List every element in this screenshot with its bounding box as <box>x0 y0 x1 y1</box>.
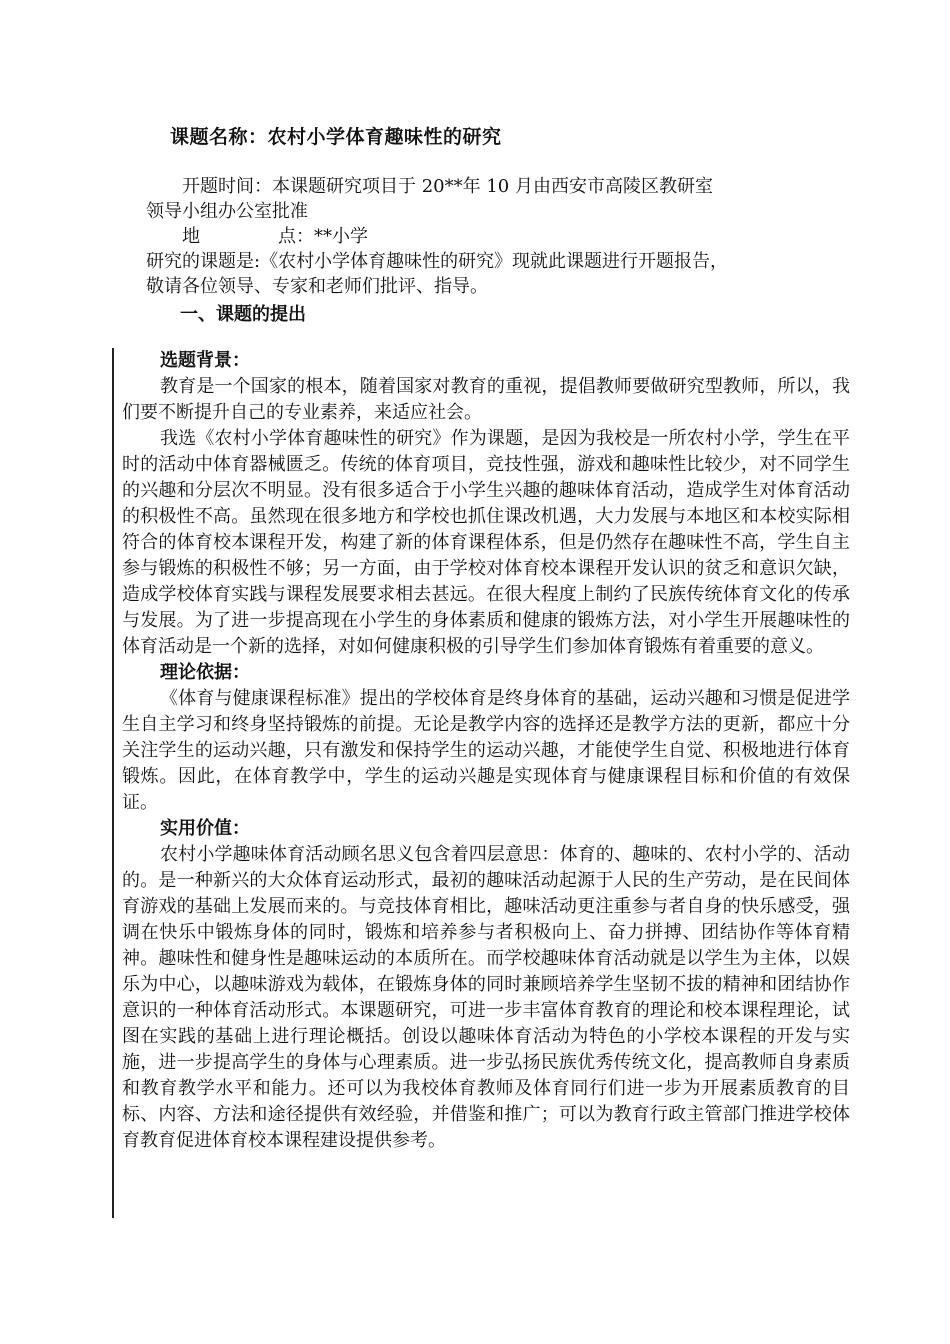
section-body <box>122 348 850 1154</box>
background-heading: 选题背景： <box>160 350 250 371</box>
header-block <box>146 174 836 299</box>
intro-line-cont: 敬请各位领导、专家和老师们批评、指导。 <box>146 276 488 297</box>
value-paragraph: 农村小学趣味体育活动顾名思义包含着四层意思：体育的、趣味的、农村小学的、活动的。是一种新兴的大众体育运动形式，最初的趣味活动起源于人民的生产劳动，是在民间体育游戏的基础上发展而来的。与竞技体育相比，趣味活动更注重参与者自身的快乐感受，强调在快乐中锻炼身体的同时，锻炼和培养参与者积极向上、奋力拼搏、团结协作等体育精神。趣味性和健身性是趣味运动的本质所在。而学校趣味体育活动就是以学生为主体，以娱乐为中心，以趣味游戏为载体，在锻炼身体的同时兼顾培养学生坚韧不拔的精神和团结协作意识的一种体育活动形式。本课题研究，可进一步丰富体育教育的理论和校本课程理论，试图在实践的基础上进行理论概括。创设以趣味体育活动为特色的小学校本课程的开发与实施，进一步提高学生的身体与心理素质。进一步弘扬民族优秀传统文化，提高教师自身素质和教育教学水平和能力。还可以为我校体育教师及体育同行们进一步为开展素质教育的目标、内容、方法和途径提供有效经验，并借鉴和推广；可以为教育行政主管部门推进学校体育教育促进体育校本课程建设提供参考。 <box>122 844 850 1151</box>
background-paragraph-1: 教育是一个国家的根本，随着国家对教育的重视，提倡教师要做研究型教师，所以，我们要不断提升自己的专业素养，来适应社会。 <box>122 376 850 423</box>
opening-time-line: 开题时间：本课题研究项目于 20**年 10 月由西安市高陵区教研室 <box>182 176 713 197</box>
place-line <box>146 224 836 249</box>
section-heading: 一、课题的提出 <box>180 304 306 325</box>
intro-line: 研究的课题是:《农村小学体育趣味性的研究》现就此课题进行开题报告， <box>146 251 729 272</box>
value-heading: 实用价值： <box>160 818 250 839</box>
theory-heading: 理论依据： <box>160 662 250 683</box>
opening-time-line-cont: 领导小组办公室批准 <box>146 201 308 222</box>
margin-bar <box>112 348 114 1218</box>
document-title: 课题名称：农村小学体育趣味性的研究 <box>170 126 502 148</box>
place-label-a: 地 <box>182 226 200 247</box>
background-paragraph-2: 我选《农村小学体育趣味性的研究》作为课题，是因为我校是一所农村小学，学生在平时的活动中体育器械匮乏。传统的体育项目，竞技性强，游戏和趣味性比较少，对不同学生的兴趣和分层次不明显。没有很多适合于小学生兴趣的趣味体育活动，造成学生对体育活动的积极性不高。虽然现在很多地方和学校也抓住课改机遇，大力发展与本地区和本校实际相符合的体育校本课程开发，构建了新的体育课程体系，但是仍然存在趣味性不高，学生自主参与锻炼的积极性不够；另一方面，由于学校对体育校本课程开发认识的贫乏和意识欠缺，造成学校体育实践与课程发展要求相去甚远。在很大程度上制约了民族传统体育文化的传承与发展。为了进一步提高现在小学生的身体素质和健康的锻炼方法，对小学生开展趣味性的体育活动是一个新的选择，对如何健康积极的引导学生们参加体育锻炼有着重要的意义。 <box>122 428 850 657</box>
place-label-b: 点：**小学 <box>278 226 368 247</box>
theory-paragraph: 《体育与健康课程标准》提出的学校体育是终身体育的基础，运动兴趣和习惯是促进学生自主学习和终身坚持锻炼的前提。无论是教学内容的选择还是教学方法的更新，都应十分关注学生的运动兴趣，只有激发和保持学生的运动兴趣，才能使学生自觉、积极地进行体育锻炼。因此，在体育教学中，学生的运动兴趣是实现体育与健康课程目标和价值的有效保证。 <box>122 688 850 813</box>
